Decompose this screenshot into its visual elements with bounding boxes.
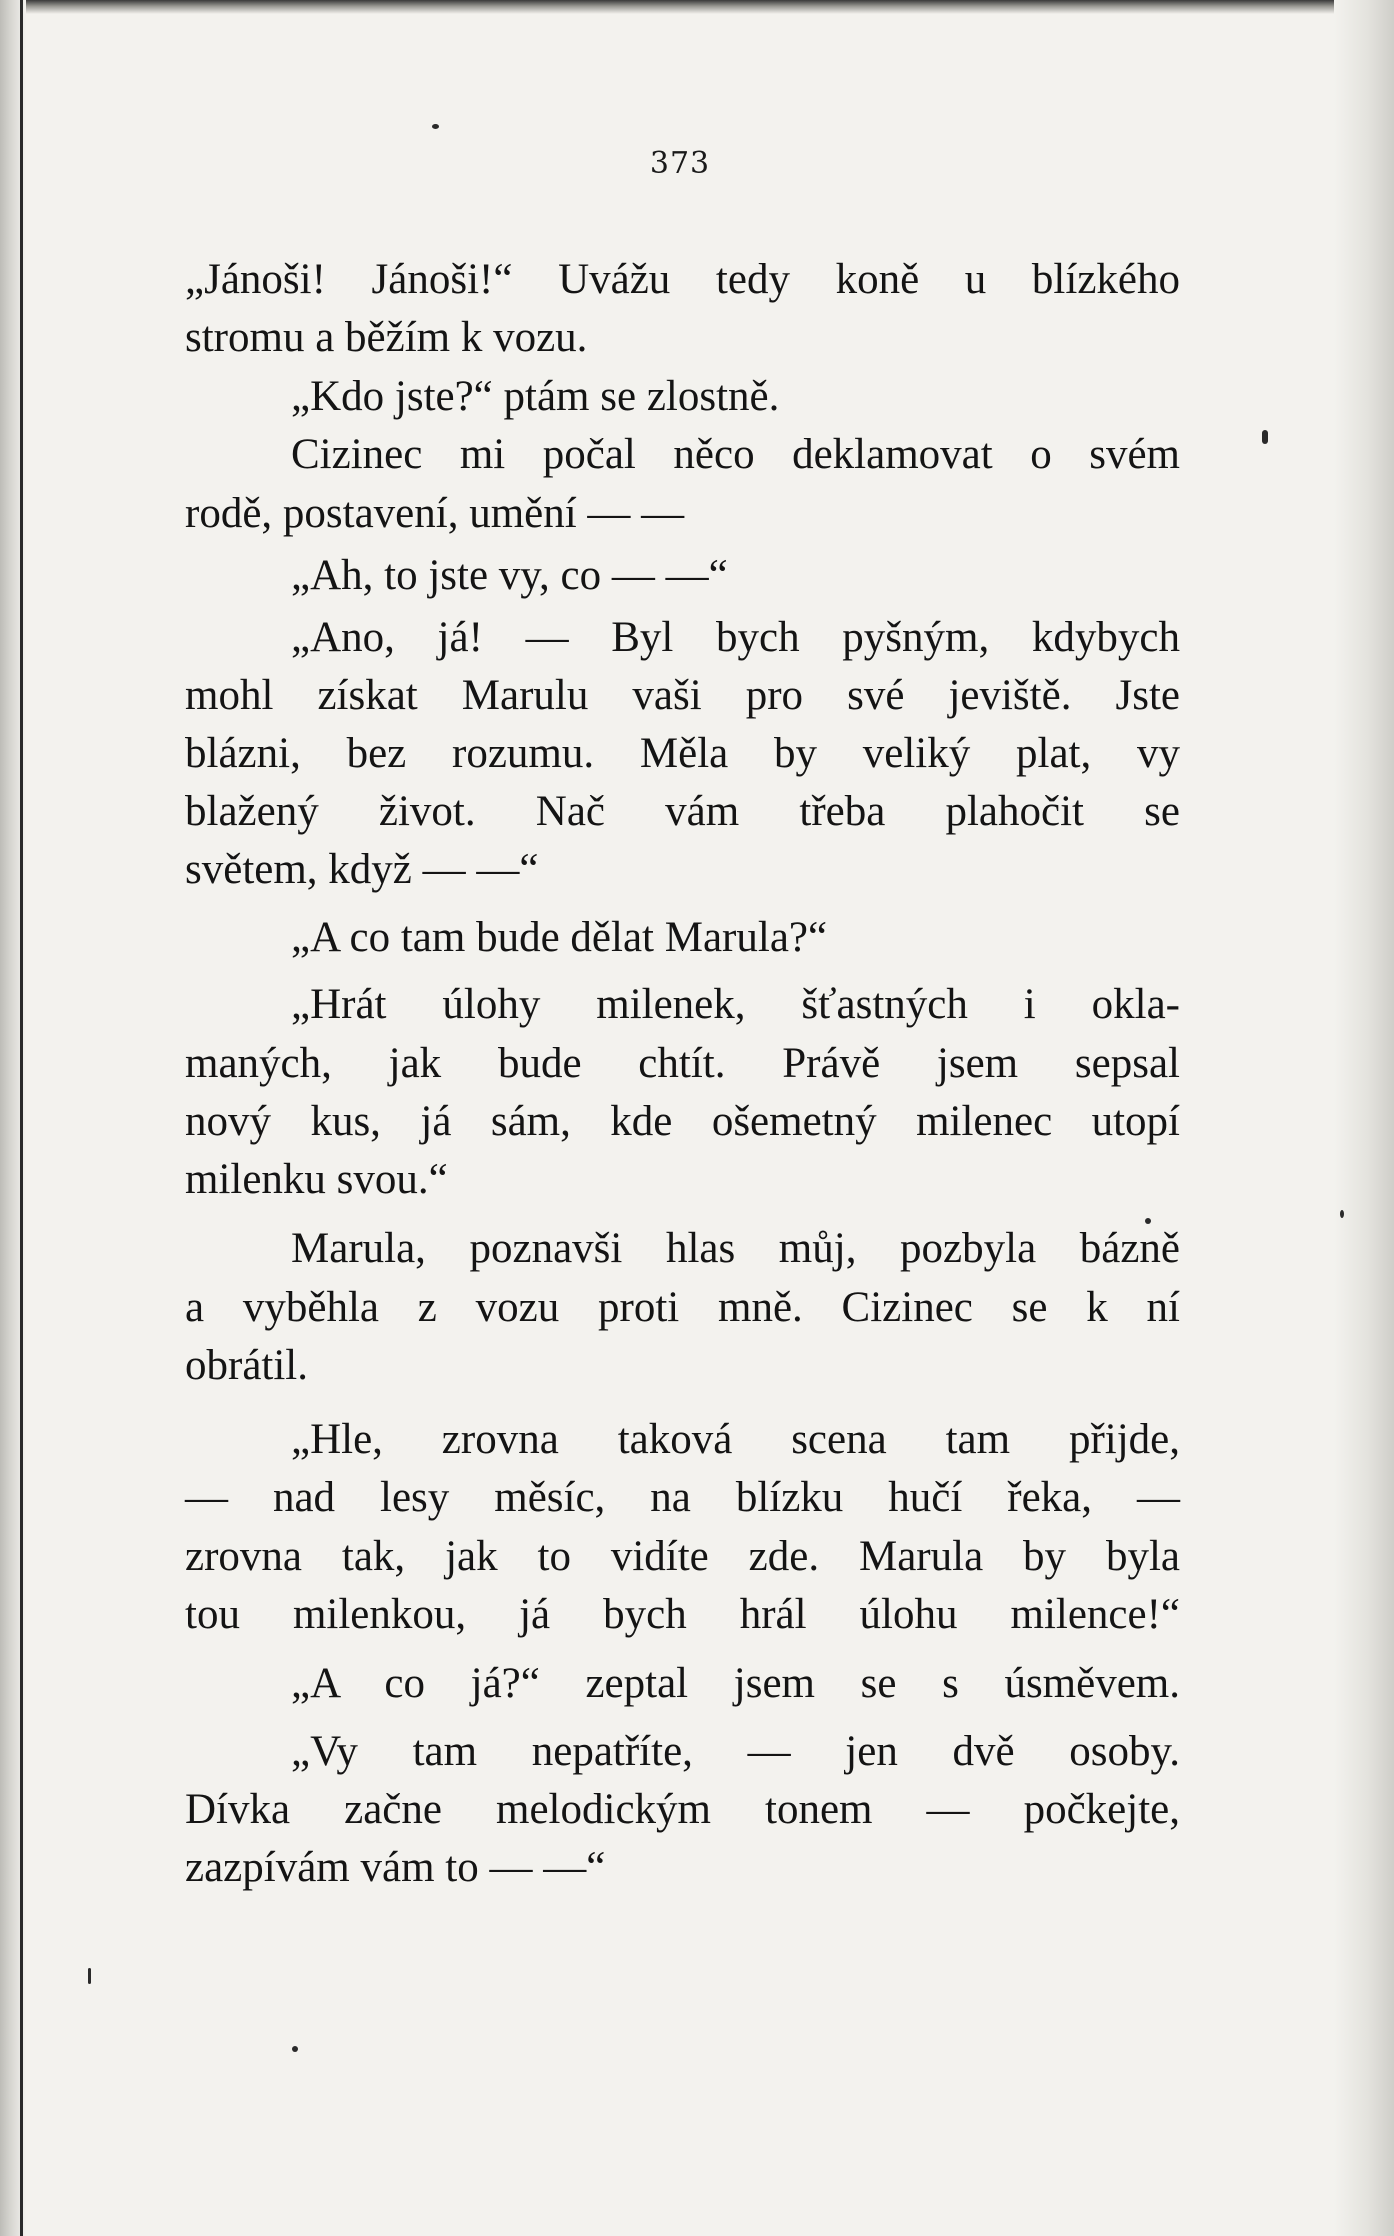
text-line: „Vy tam nepatříte, — jen dvě osoby. [291,1728,1180,1775]
text-line: „A co já?“ zeptal jsem se s úsměvem. [291,1660,1180,1707]
scan-speck [88,1968,91,1984]
scan-left-border [20,0,23,2236]
scan-right-edge [1334,0,1394,2236]
text-line: blázni, bez rozumu. Měla by veliký plat, vy [185,730,1180,777]
scan-speck [1340,1210,1344,1218]
text-line: obrátil. [185,1342,308,1389]
text-line: „Ano, já! — Byl bych pyšným, kdybych [291,614,1180,661]
text-line: „Ah, to jste vy, co — —“ [291,552,728,599]
text-line: milenku svou.“ [185,1156,448,1203]
text-line: nový kus, já sám, kde ošemetný milenec utopí [185,1098,1180,1145]
text-line: blažený život. Nač vám třeba plahočit se [185,788,1180,835]
text-line: „A co tam bude dělat Marula?“ [291,914,828,961]
text-line: mohl získat Marulu vaši pro své jeviště. Jste [185,672,1180,719]
text-line: stromu a běžím k vozu. [185,314,588,361]
scan-speck [292,2046,298,2052]
text-line: „Hrát úlohy milenek, šťastných i okla- [291,981,1180,1028]
text-line: světem, když — —“ [185,846,539,893]
page-number: 373 [649,146,711,181]
text-line: zrovna tak, jak to vidíte zde. Marula by byla [185,1533,1180,1580]
scan-top-edge [0,0,1394,14]
scan-speck [432,124,439,129]
text-line: „Hle, zrovna taková scena tam přijde, [291,1416,1180,1463]
text-line: zazpívám vám to — —“ [185,1844,606,1891]
text-line: — nad lesy měsíc, na blízku hučí řeka, — [185,1474,1180,1521]
text-line: a vyběhla z vozu proti mně. Cizinec se k ní [185,1284,1180,1331]
text-line: Dívka začne melodickým tonem — počkejte, [185,1786,1180,1833]
scan-speck [1262,430,1268,444]
text-line: „Kdo jste?“ ptám se zlostně. [291,373,780,420]
text-line: „Jánoši! Jánoši!“ Uvážu tedy koně u blízkého [185,256,1180,303]
text-line: rodě, postavení, umění — — [185,490,685,537]
text-line: maných, jak bude chtít. Právě jsem sepsal [185,1040,1180,1087]
text-line: Cizinec mi počal něco deklamovat o svém [291,431,1180,478]
text-line: tou milenkou, já bych hrál úlohu milence!“ [185,1591,1180,1638]
text-line: Marula, poznavši hlas můj, pozbyla bázně [291,1225,1180,1272]
